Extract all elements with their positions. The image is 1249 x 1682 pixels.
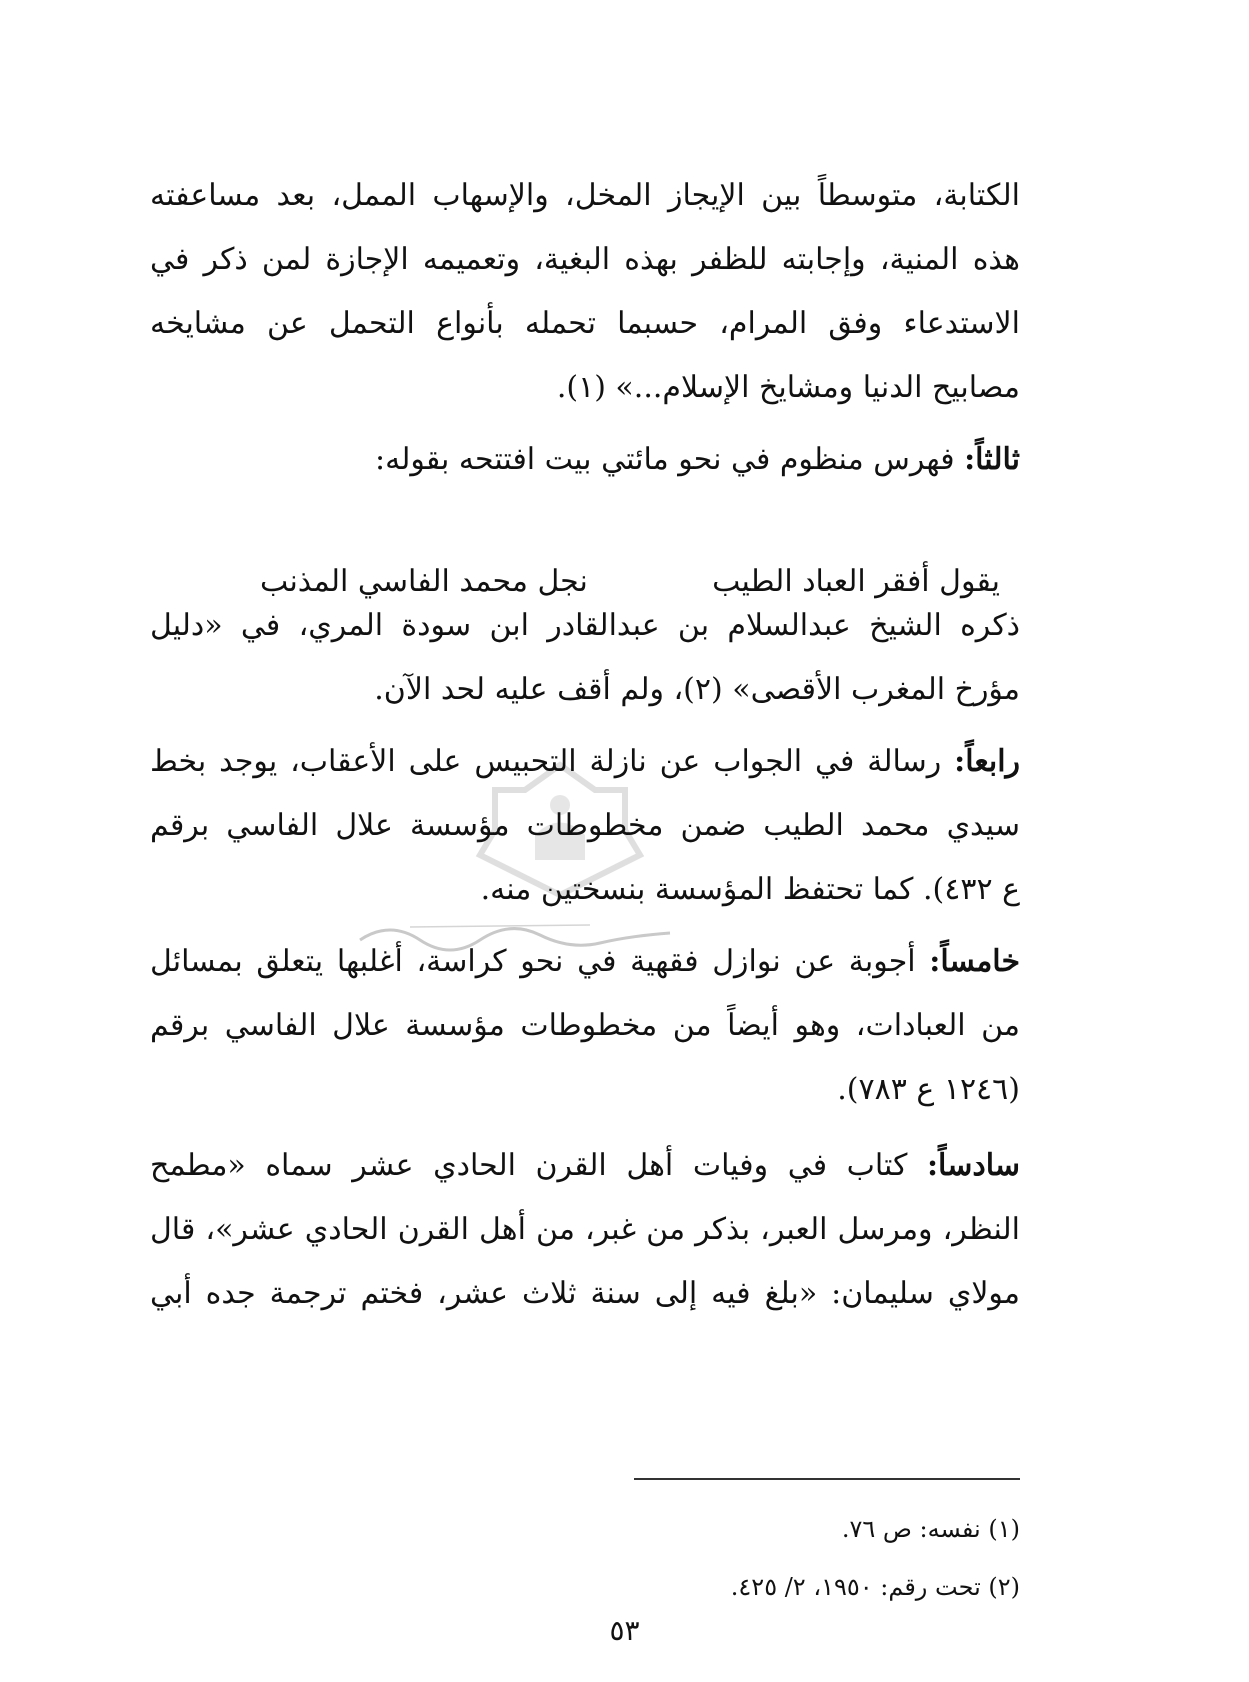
paragraph-line: هذه المنية، وإجابته للظفر بهذه البغية، وتعميمه الإجازة لمن ذكر في: [150, 242, 1020, 277]
paragraph-line: الاستدعاء وفق المرام، حسبما تحمله بأنواع التحمل عن مشايخه: [150, 306, 1020, 341]
verse-first-hemistich: يقول أفقر العباد الطيب: [712, 564, 1000, 599]
item-line: [150, 428, 1020, 492]
item-lead: سادساً:: [926, 1148, 1020, 1183]
page-number: ٥٣: [609, 1614, 640, 1647]
paragraph-line: مصابيح الدنيا ومشايخ الإسلام...» (١).: [556, 370, 1020, 405]
item-line: ع ٤٣٢). كما تحتفظ المؤسسة بنسختين منه.: [480, 872, 1020, 907]
paragraph-line: ذكره الشيخ عبدالسلام بن عبدالقادر ابن سودة المري، في «دليل: [150, 608, 1020, 643]
item-line: سيدي محمد الطيب ضمن مخطوطات مؤسسة علال الفاسي برقم: [150, 808, 1020, 843]
footnote: (٢) تحت رقم: ١٩٥٠، ٢/ ٤٢٥.: [730, 1573, 1020, 1601]
item-line: [150, 930, 1020, 994]
item-line: من العبادات، وهو أيضاً من مخطوطات مؤسسة علال الفاسي برقم: [150, 1008, 1020, 1043]
item-lead: رابعاً:: [954, 744, 1020, 779]
paragraph-continuation: [150, 164, 1020, 420]
paragraph-line: مؤرخ المغرب الأقصى» (٢)، ولم أقف عليه لحد الآن.: [374, 672, 1020, 707]
verse-second-hemistich: نجل محمد الفاسي المذنب: [260, 564, 588, 599]
item-fourth: [150, 730, 1020, 922]
item-text: كتاب في وفيات أهل القرن الحادي عشر سماه «مطمح: [150, 1148, 908, 1183]
item-third: [150, 428, 1020, 492]
paragraph-line: الكتابة، متوسطاً بين الإيجاز المخل، والإسهاب الممل، بعد مساعفته: [150, 178, 1020, 213]
item-text: أجوبة عن نوازل فقهية في نحو كراسة، أغلبها يتعلق بمسائل: [150, 944, 916, 979]
item-fifth: [150, 930, 1020, 1122]
item-line: النظر، ومرسل العبر، بذكر من غبر، من أهل القرن الحادي عشر»، قال: [150, 1212, 1020, 1247]
item-lead: خامساً:: [929, 944, 1020, 979]
footnote-separator: [634, 1478, 1020, 1480]
item-text: رسالة في الجواب عن نازلة التحبيس على الأعقاب، يوجد بخط: [150, 744, 942, 779]
item-line: (١٢٤٦ ع ٧٨٣).: [837, 1072, 1020, 1107]
paragraph-reference: [150, 594, 1020, 722]
item-text: فهرس منظوم في نحو مائتي بيت افتتحه بقوله:: [375, 442, 955, 477]
item-line: [150, 1134, 1020, 1198]
item-sixth: [150, 1134, 1020, 1326]
footnote: (١) نفسه: ص ٧٦.: [841, 1515, 1020, 1543]
item-line: [150, 730, 1020, 794]
item-lead: ثالثاً:: [964, 442, 1020, 477]
footnotes: [150, 1500, 1020, 1616]
item-line: مولاي سليمان: «بلغ فيه إلى سنة ثلاث عشر، فختم ترجمة جده أبي: [150, 1276, 1020, 1311]
